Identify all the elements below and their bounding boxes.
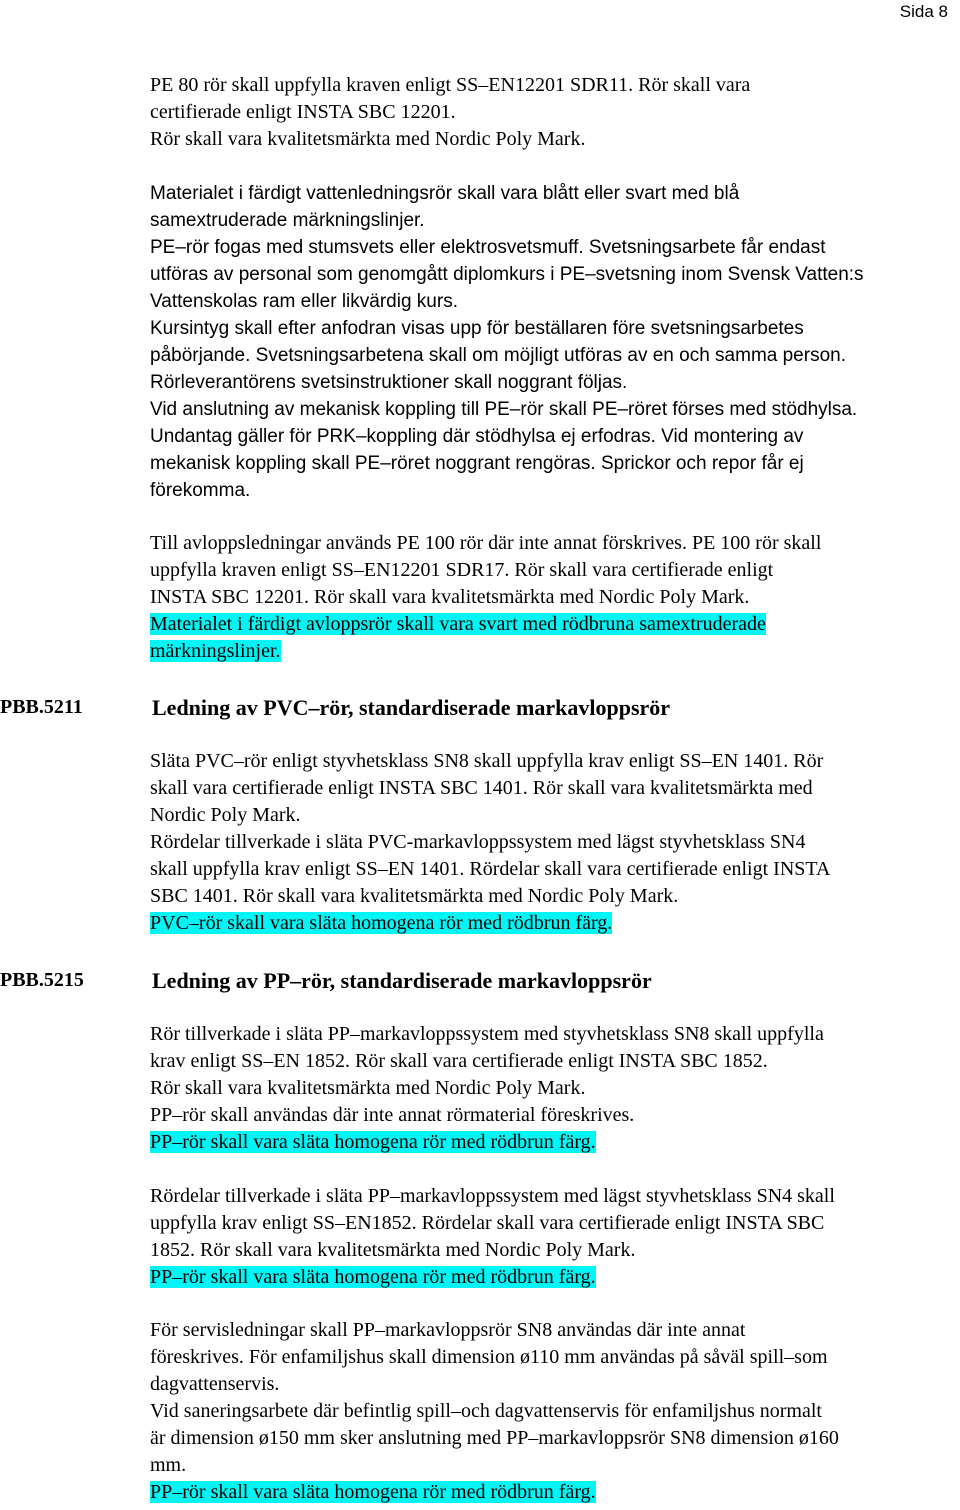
text-line: Rördelar tillverkade i släta PP–markavloppssystem med lägst styvhetsklass SN4 skall xyxy=(150,1185,835,1207)
text-line: Vid anslutning av mekanisk koppling till PE–rör skall PE–röret förses med stödhylsa. xyxy=(150,399,858,420)
text-line: Rör tillverkade i släta PP–markavloppssystem med styvhetsklass SN8 skall uppfylla xyxy=(150,1023,824,1045)
highlighted-text: PVC–rör skall vara släta homogena rör med rödbrun färg. xyxy=(150,912,613,934)
text-line: Vattenskolas ram eller likvärdig kurs. xyxy=(150,291,458,312)
highlighted-text: Materialet i färdigt avloppsrör skall vara svart med rödbruna samextruderade xyxy=(150,613,766,635)
text-line: uppfylla kraven enligt SS–EN12201 SDR17. Rör skall vara certifierade enligt xyxy=(150,559,774,581)
text-line: mm. xyxy=(150,1454,187,1476)
text-line: PP–rör skall användas där inte annat rörmaterial föreskrives. xyxy=(150,1104,635,1126)
text-line: dagvattenservis. xyxy=(150,1373,280,1395)
text-line: PE 80 rör skall uppfylla kraven enligt SS–EN12201 SDR11. Rör skall vara xyxy=(150,74,751,96)
pe80-paragraph xyxy=(150,72,950,153)
text-line: certifierade enligt INSTA SBC 12201. xyxy=(150,101,456,123)
text-line: Rör skall vara kvalitetsmärkta med Nordic Poly Mark. xyxy=(150,128,586,150)
pe100-paragraph xyxy=(150,530,950,665)
highlighted-text: PP–rör skall vara släta homogena rör med rödbrun färg. xyxy=(150,1481,596,1503)
section-code: PBB.5211 xyxy=(0,696,83,718)
text-line: PE–rör fogas med stumsvets eller elektrosvetsmuff. Svetsningsarbete får endast xyxy=(150,237,826,258)
pp-paragraph-3 xyxy=(150,1317,950,1506)
text-line: Rörleverantörens svetsinstruktioner skall noggrant följas. xyxy=(150,372,628,393)
text-line: föreskrives. För enfamiljshus skall dimension ø110 mm användas på såväl spill–som xyxy=(150,1346,828,1368)
material-paragraph xyxy=(150,180,950,504)
page-number: Sida 8 xyxy=(899,2,948,21)
text-line: Nordic Poly Mark. xyxy=(150,804,301,826)
text-line: För servisledningar skall PP–markavloppsrör SN8 användas där inte annat xyxy=(150,1319,746,1341)
text-line: Undantag gäller för PRK–koppling där stödhylsa ej erfodras. Vid montering av xyxy=(150,426,804,447)
text-line: samextruderade märkningslinjer. xyxy=(150,210,425,231)
text-line: skall vara certifierade enligt INSTA SBC 1401. Rör skall vara kvalitetsmärkta med xyxy=(150,777,813,799)
highlighted-text: PP–rör skall vara släta homogena rör med rödbrun färg. xyxy=(150,1131,596,1153)
pvc-paragraph xyxy=(150,748,950,937)
section-heading: Ledning av PP–rör, standardiserade markavloppsrör xyxy=(152,968,652,993)
text-line: Materialet i färdigt vattenledningsrör skall vara blått eller svart med blå xyxy=(150,183,740,204)
text-line: 1852. Rör skall vara kvalitetsmärkta med Nordic Poly Mark. xyxy=(150,1239,636,1261)
text-line: utföras av personal som genomgått diplomkurs i PE–svetsning inom Svensk Vatten:s xyxy=(150,264,864,285)
section-code: PBB.5215 xyxy=(0,969,84,991)
text-line: Kursintyg skall efter anfodran visas upp för beställaren före svetsningsarbetes xyxy=(150,318,804,339)
text-line: förekomma. xyxy=(150,480,251,501)
highlighted-text: märkningslinjer. xyxy=(150,640,281,662)
pp-paragraph-1 xyxy=(150,1021,950,1156)
text-line: skall uppfylla krav enligt SS–EN 1401. Rördelar skall vara certifierade enligt INSTA xyxy=(150,858,831,880)
text-line: uppfylla krav enligt SS–EN1852. Rördelar skall vara certifierade enligt INSTA SBC xyxy=(150,1212,825,1234)
text-line: Till avloppsledningar används PE 100 rör där inte annat förskrives. PE 100 rör skall xyxy=(150,532,822,554)
text-line: mekanisk koppling skall PE–röret noggrant rengöras. Sprickor och repor får ej xyxy=(150,453,804,474)
text-line: INSTA SBC 12201. Rör skall vara kvalitetsmärkta med Nordic Poly Mark. xyxy=(150,586,750,608)
text-line: är dimension ø150 mm sker anslutning med PP–markavloppsrör SN8 dimension ø160 xyxy=(150,1427,839,1449)
text-line: Släta PVC–rör enligt styvhetsklass SN8 skall uppfylla krav enligt SS–EN 1401. Rör xyxy=(150,750,824,772)
text-line: Rör skall vara kvalitetsmärkta med Nordic Poly Mark. xyxy=(150,1077,586,1099)
text-line: påbörjande. Svetsningsarbetena skall om möjligt utföras av en och samma person. xyxy=(150,345,846,366)
text-line: Rördelar tillverkade i släta PVC-markavloppssystem med lägst styvhetsklass SN4 xyxy=(150,831,806,853)
text-line: SBC 1401. Rör skall vara kvalitetsmärkta med Nordic Poly Mark. xyxy=(150,885,679,907)
text-line: Vid saneringsarbete där befintlig spill–och dagvattenservis för enfamiljshus normalt xyxy=(150,1400,822,1422)
text-line: krav enligt SS–EN 1852. Rör skall vara certifierade enligt INSTA SBC 1852. xyxy=(150,1050,768,1072)
pp-paragraph-2 xyxy=(150,1183,950,1291)
highlighted-text: PP–rör skall vara släta homogena rör med rödbrun färg. xyxy=(150,1266,596,1288)
section-heading: Ledning av PVC–rör, standardiserade markavloppsrör xyxy=(152,695,671,720)
